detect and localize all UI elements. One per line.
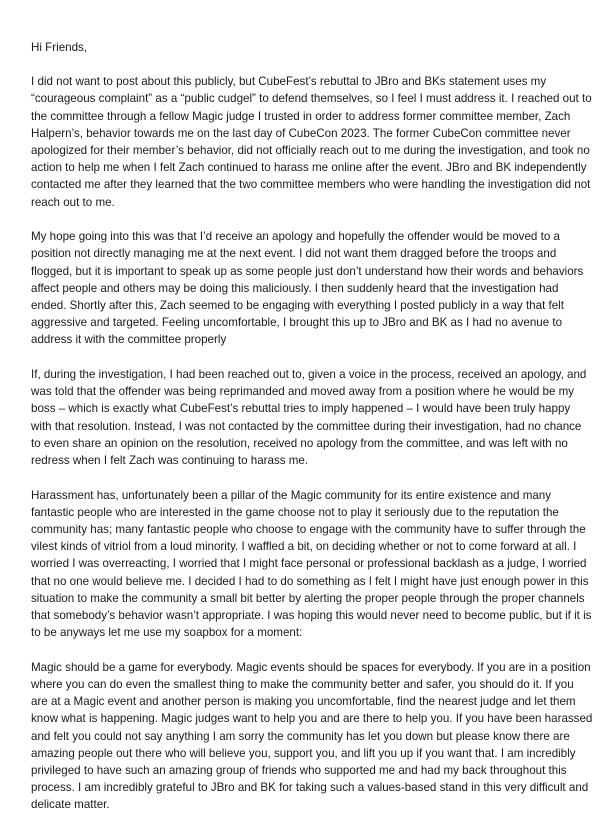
paragraph-investigation: If, during the investigation, I had been reached out to, given a voice in the process, received an apology, and was told that the offender was being reprimanded and moved away from a position where he would be my boss – which is exactly what CubeFest’s rebuttal tries to imply happened – I would have been truly happy with that resolution. Instead, I was not contacted by the committee during their investigation, had no chance to even share an opinion on the resolution, received no apology from the committee, and was left with no redress when I felt Zach was continuing to harass me. xyxy=(31,368,587,468)
paragraph-cubefest-rebuttal: I did not want to post about this publicly, but CubeFest’s rebuttal to JBro and BKs statement uses my “courageous complaint” as a “public cudgel” to defend themselves, so I feel I must address it. I reached out to the committee through a fellow Magic judge I trusted in order to address former committee member, Zach Halpern’s, behavior towards me on the last day of CubeCon 2023. The former CubeCon committee never apologized for their member’s behavior, did not officially reach out to me during the investigation, and took no action to help me when I felt Zach continued to harass me online after the event. JBro and BK independently contacted me after they learned that the two committee members who were handling the investigation did not reach out to me. xyxy=(31,75,592,209)
paragraph-magic-for-everybody: Magic should be a game for everybody. Magic events should be spaces for everybody. If you are in a position where you can do even the smallest thing to make the community better and safer, you should do it. If you are at a Magic event and another person is making you uncomfortable, find the nearest judge and let them know what is happening. Magic judges want to help you and are there to help you. If you have been harassed and felt you could not say anything I am sorry the community has let you down but please know there are amazing people out there who will believe you, support you, and lift you up if you want that. I am incredibly privileged to have such an amazing group of friends who supported me and had my back throughout this process. I am incredibly grateful to JBro and BK for taking such a values-based stand in this very difficult and delicate matter. xyxy=(31,660,593,812)
letter-greeting: Hi Friends, xyxy=(31,41,88,54)
paragraph-hope-apology: My hope going into this was that I’d receive an apology and hopefully the offender would be moved to a position not directly managing me at the next event. I did not want them dragged before the troops and flogged, but it is important to speak up as some people just don’t understand how their words and behaviors affect people and others may be doing this maliciously. I then suddenly heard that the investigation had ended. Shortly after this, Zach seemed to be engaging with everything I posted publicly in a way that felt aggressive and targeted. Feeling uncomfortable, I brought this up to JBro and BK as I had no avenue to address it with the committee properly xyxy=(31,230,584,347)
paragraph-harassment-community: Harassment has, unfortunately been a pillar of the Magic community for its entire existence and many fantastic people who are interested in the game choose not to play it seriously due to the reputation the community has; many fantastic people who choose to engage with the community have to suffer through the vilest kinds of vitriol from a loud minority. I waffled a bit, on deciding whether or not to come forward at all. I worried I was overreacting, I worried that I might face personal or professional backlash as a judge, I worried that no one would believe me. I decided I had to do something as I felt I might have just enough power in this situation to make the community a small bit better by alerting the proper people through the proper channels that somebody’s behavior wasn’t appropriate. I was hoping this would never need to become public, but if it is to be anyways let me use my soapbox for a moment: xyxy=(31,488,592,640)
